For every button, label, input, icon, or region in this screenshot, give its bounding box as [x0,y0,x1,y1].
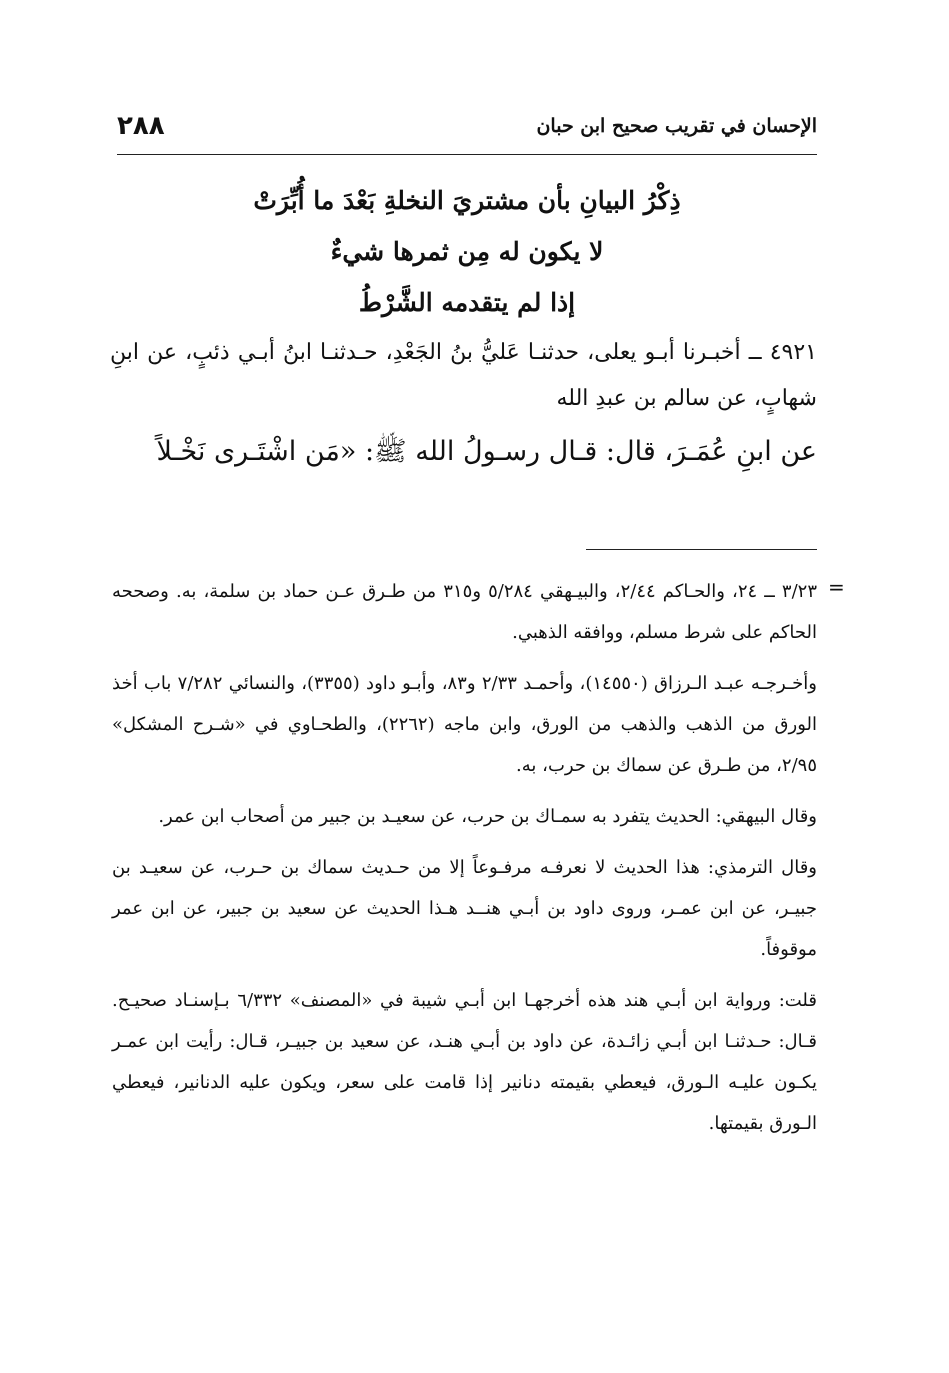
hadith-number: ٤٩٢١ [769,340,817,365]
footnote-paragraph: قلت: ورواية ابن أبـي هند هذه أخرجهـا ابن أبـي شيبة في «المصنف» ٦/٣٣٢ بـإسنـاد صحيـح. قـال: حـدثنـا ابن أبـي زائـدة، عن داود بن أبـي هنـد، عن سعيد بن جبيـر، قـال: رأيت ابن عمـر يكـون عليـه الـورق، فيعطي بقيمته دنانير إذا قامت على سعر، ويكون عليه الدنانير، فيعطي الـورق بقيمتها. [112,990,818,1134]
hadith-matn: عن ابنِ عُمَـرَ، قال: قـال رسـولُ الله ﷺ: «مَن اشْتَـرى نَخْـلاً [156,436,817,467]
page-header [117,106,817,146]
footnote-paragraph: وقال البيهقي: الحديث يتفرد به سمـاك بن حرب، عن سعيـد بن جبير من أصحاب ابن عمر. [158,806,817,827]
page-number: ٢٨٨ [117,111,165,141]
hadith-dash: ــ [748,340,762,365]
hadith-isnad: أخبـرنا أبـو يعلى، حدثنـا عَليُّ بنُ الجَعْدِ، حـدثنـا ابنُ أبـي ذئبٍ، عن ابنِ شهابٍ، عن سالم بن عبدِ الله [110,340,817,411]
footnote-divider [586,549,817,550]
hadith-text [110,330,817,472]
header-divider [117,154,817,155]
footnote-paragraph: ٣/٢٣ ــ ٢٤، والحـاكم ٢/٤٤، والبيـهقي ٥/٢٨٤ و٣١٥ من طـرق عـن حماد بن سلمة، به. وصححه الحاكم على شرط مسلم، ووافقه الذهبي. [112,581,817,643]
chapter-heading-line: لا يكون له مِن ثمرها شيءٌ [330,237,604,266]
chapter-heading [117,175,817,328]
footnote-continuation-mark: = [828,575,845,599]
footnote-paragraph: وقال الترمذي: هذا الحديث لا نعرفـه مرفـوعاً إلا من حـديث سماك بن حـرب، عن سعيـد بن جبيـر، عن ابن عمـر، وروى داود بن أبـي هنــد هـذا الحديث عن سعيد بن جبير، عن ابن عمر موقوفاً. [112,857,817,960]
footnote-paragraph: وأخـرجـه عبـد الـرزاق (١٤٥٥٠)، وأحمـد ٢/٣٣ و٨٣، وأبـو داود (٣٣٥٥)، والنسائي ٧/٢٨٢ باب أخذ الورق من الذهب والذهب من الورق، وابن ماجه (٢٢٦٢)، والطحـاوي في «شـرح المشكل» ٢/٩٥، من طـرق عن سماك بن حرب، به. [112,673,817,776]
chapter-heading-line: إذا لم يتقدمه الشَّرْطُ [358,288,576,317]
chapter-heading-line: ذِكْرُ البيانِ بأن مشتريَ النخلةِ بَعْدَ ما أُبِّرَتْ [253,186,681,215]
footnotes [112,571,817,1154]
running-title: الإحسان في تقريب صحيح ابن حبان [536,115,817,137]
